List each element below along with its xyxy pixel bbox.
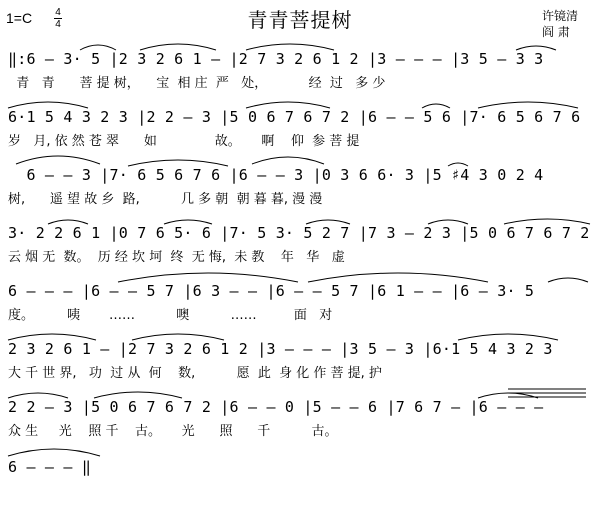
lyric-line: 众 生 光 照 千 古。 光 照 千 古。 bbox=[8, 424, 338, 439]
meter-top: 4 bbox=[55, 7, 61, 18]
credits bbox=[542, 8, 578, 40]
notation-line: ‖:6 – 3· 5 |2 3 2 6 1 – |2 7 3 2 6 1 2 |3 – – – |3 5 – 3 3 bbox=[8, 50, 544, 68]
crescendo-lines bbox=[500, 385, 590, 405]
lyric-line: 青 青 菩 提 树， 宝 相 庄 严 处， 经 过 多 少 bbox=[8, 76, 386, 91]
song-title: 青青菩提树 bbox=[247, 8, 353, 32]
lyricist: 阎 肃 bbox=[541, 25, 570, 39]
notation-line: 2 2 – 3 |5 0 6 7 6 7 2 |6 – – 0 |5 – – 6 |7 6 7 – |6 – – – bbox=[8, 398, 544, 416]
lyric-line: 大 千 世 界, 功 过 从 何 数, 愿 此 身 化 作 菩 提, 护 bbox=[8, 366, 382, 381]
lyric-line: 岁 月, 依 然 苍 翠 如 故。 啊 仰 参 菩 提 bbox=[8, 134, 360, 149]
lyric-line: 云 烟 无 数。 历 经 坎 坷 终 无 悔, 未 教 年 华 虚 bbox=[8, 250, 345, 265]
notation-line: 3· 2 2 6 1 |0 7 6 5· 6 |7· 5 3· 5 2 7 |7 3 – 2 3 |5 0 6 7 6 7 2 bbox=[8, 224, 590, 242]
lyric-line bbox=[8, 480, 592, 500]
score-row-8 bbox=[8, 458, 592, 514]
notation-line: 6 – – – |6 – – 5 7 |6 3 – – |6 – – 5 7 |6 1 – – |6 – 3· 5 bbox=[8, 282, 535, 300]
composer: 许镜清 bbox=[541, 9, 578, 23]
lyric-line: 度。 咦 …… 噢 …… 面 对 bbox=[8, 308, 333, 323]
notation-line: 6 – – – ‖ bbox=[8, 458, 92, 476]
lyric-line: 树, 遥 望 故 乡 路, 几 多 朝 朝 暮 暮, 漫 漫 bbox=[8, 192, 323, 207]
meter-bottom: 4 bbox=[55, 19, 61, 30]
key-signature: 1=C bbox=[6, 10, 33, 26]
notation-line: 2 3 2 6 1 – |2 7 3 2 6 1 2 |3 – – – |3 5 – 3 |6·1 5 4 3 2 3 bbox=[8, 340, 553, 358]
notation-line: 6·1 5 4 3 2 3 |2 2 – 3 |5 0 6 7 6 7 2 |6 – – 5 6 |7· 6 5 6 7 6 bbox=[8, 108, 581, 126]
notation-line: 6 – – 3 |7· 6 5 6 7 6 |6 – – 3 |0 3 6 6· 3 |5 ♯4 3 0 2 4 bbox=[8, 166, 544, 184]
